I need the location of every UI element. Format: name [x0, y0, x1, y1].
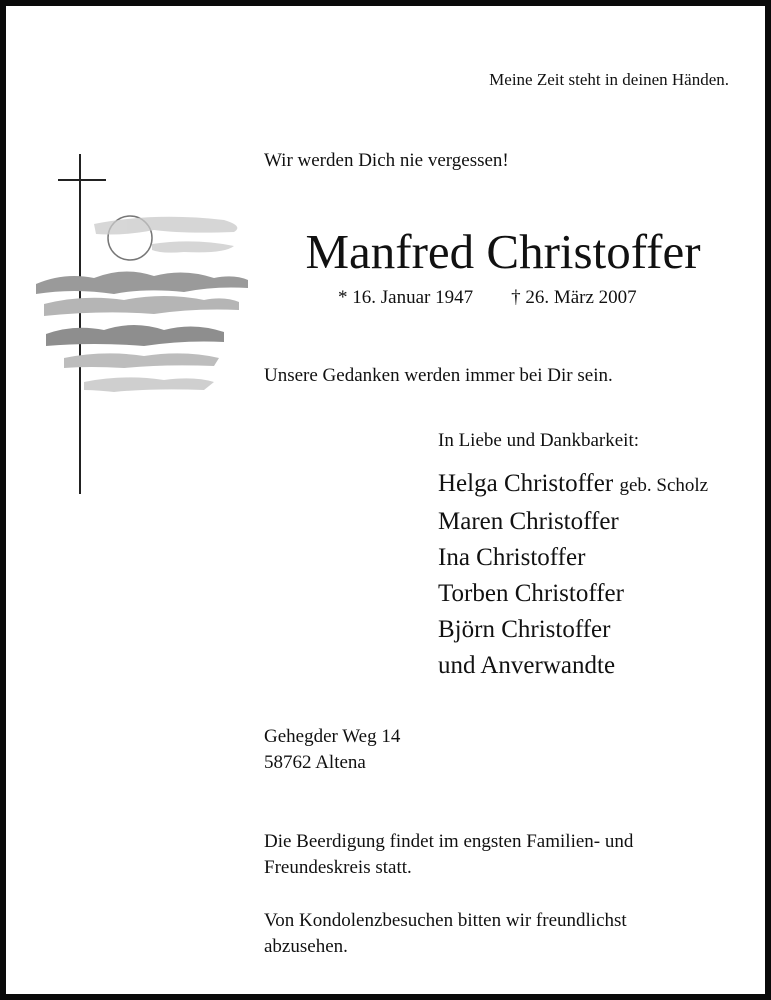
address-city: 58762 Altena: [264, 752, 366, 773]
cross-icon: [58, 154, 106, 494]
funeral-note: [264, 829, 633, 881]
mourner-suffix: geb. Scholz: [619, 475, 709, 496]
funeral-note-line: Die Beerdigung findet im engsten Familien- und: [264, 831, 634, 852]
address-street: Gehegder Weg 14: [264, 726, 401, 747]
funeral-note-line: Freundeskreis statt.: [264, 857, 412, 878]
mourner-name: Helga Christoffer: [438, 470, 614, 497]
deceased-name: Manfred Christoffer: [305, 224, 701, 279]
mourner-name: und Anverwandte: [438, 652, 616, 679]
mourner-name: Maren Christoffer: [438, 508, 619, 535]
life-dates: [338, 287, 637, 309]
condolence-note: [264, 908, 627, 960]
cross-landscape-illustration: [34, 154, 256, 496]
mourner-item: [438, 504, 708, 540]
mourner-name: Björn Christoffer: [438, 616, 611, 643]
address-block: [264, 724, 400, 776]
birth-date: * 16. Januar 1947: [338, 287, 474, 308]
thoughts-line: Unsere Gedanken werden immer bei Dir sein.: [264, 365, 613, 386]
mourners-list: [438, 466, 708, 684]
opening-line: Wir werden Dich nie vergessen!: [264, 150, 509, 171]
mourner-item: [438, 540, 708, 576]
hills: [36, 271, 248, 392]
death-date: † 26. März 2007: [511, 287, 637, 308]
mourner-name: Torben Christoffer: [438, 580, 624, 607]
mourner-item: [438, 576, 708, 612]
condolence-note-line: Von Kondolenzbesuchen bitten wir freundlichst: [264, 910, 627, 931]
mourner-item: [438, 648, 708, 684]
motto: Meine Zeit steht in deinen Händen.: [489, 70, 729, 89]
mourner-name: Ina Christoffer: [438, 544, 586, 571]
mourner-item: [438, 466, 708, 504]
thanks-line: In Liebe und Dankbarkeit:: [438, 430, 640, 451]
mourner-item: [438, 612, 708, 648]
condolence-note-line: abzusehen.: [264, 936, 348, 957]
